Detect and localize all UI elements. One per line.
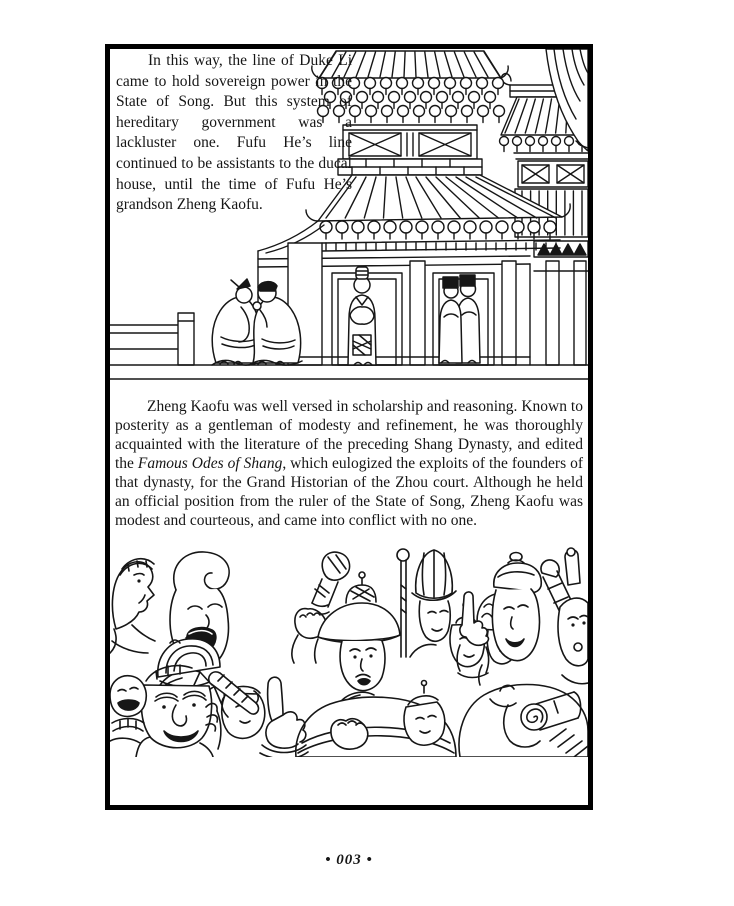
- intro-text: In this way, the line of Duke Li came to hold sovereign power in the State of Song. But this system of hereditary government was a lackluster one. Fufu He’s line continued to be assistants to the ducal house, until the time of Fufu He’s grandson Zheng Kaofu.: [116, 52, 352, 214]
- comic-panel-frame: [105, 44, 593, 810]
- terrace-railing: [110, 313, 194, 365]
- body-paragraph-tail: , which eulogized the exploits of the founders of that dynasty, for the Grand Historian of the Zhou court. Although he held an official position from the ruler of the State of Song, Zheng Kaofu was modest and courteous, and came into conflict with no one.: [115, 455, 583, 529]
- worried-man-right: [558, 548, 588, 684]
- body-paragraph-lead: Zheng Kaofu was well versed in scholarship and reasoning. Known to posterity as a gentleman of modesty and refinement, he was thoroughly acquainted with the literature of the preceding Shang Dynasty, and edited the: [115, 398, 583, 472]
- bundle-kid: [209, 672, 265, 738]
- page-number: • 003 •: [325, 852, 373, 868]
- crowd-illustration: [110, 545, 588, 757]
- wide-brim-hat-man: [318, 572, 400, 715]
- profile-man: [110, 559, 155, 653]
- terrace-ground: [110, 365, 588, 379]
- scroll-under-arm-man: [459, 685, 588, 758]
- body-paragraph: [115, 397, 583, 530]
- peeking-kid: [404, 681, 445, 746]
- small-laughing-kid: [110, 676, 146, 743]
- body-paragraph-title: Famous Odes of Shang: [137, 455, 283, 472]
- striped-hat-staff-man: [397, 549, 456, 657]
